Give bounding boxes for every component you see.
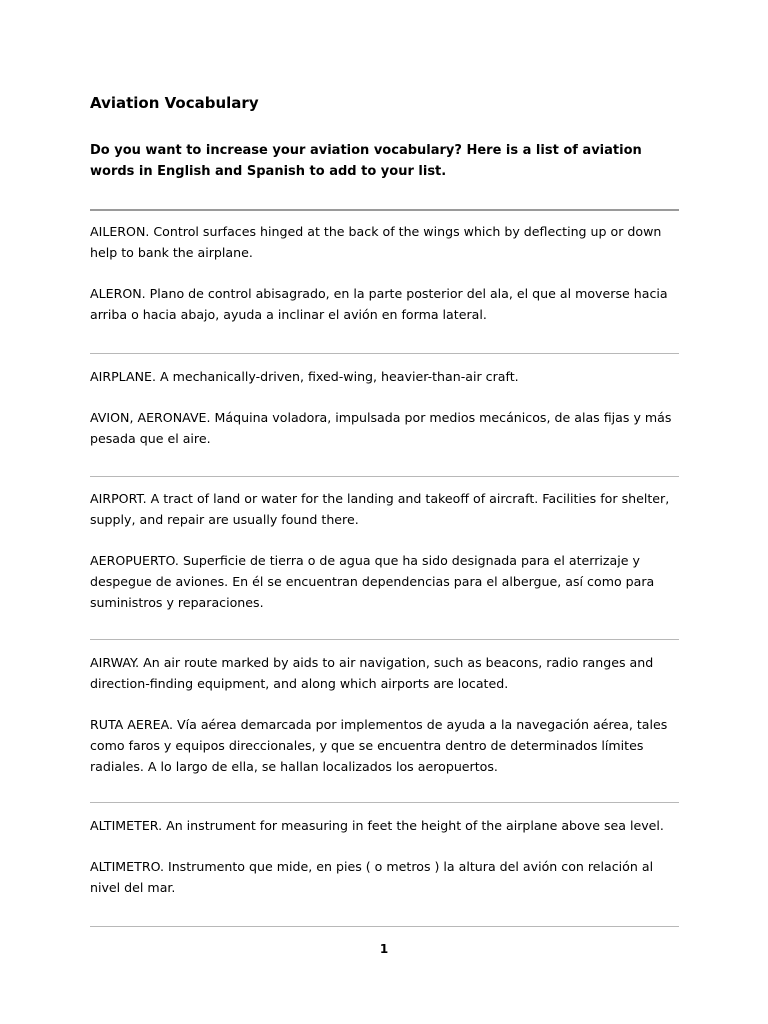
page-number: 1 <box>379 942 389 956</box>
entry-english-definition: AIRPORT. A tract of land or water for the landing and takeoff of aircraft. Facilities for shelter, supply, and repair are usually found there. <box>90 491 670 527</box>
entry-spanish-definition: AEROPUERTO. Superficie de tierra o de agua que ha sido designada para el aterrizaje y despegue de aviones. En él se encuentran dependencias para el albergue, así como para suministros y reparaciones. <box>90 553 655 610</box>
intro-paragraph: Do you want to increase your aviation vocabulary? Here is a list of aviation words in English and Spanish to add to your list. <box>90 143 642 179</box>
vocabulary-entry-airplane <box>90 366 680 449</box>
entry-spanish-definition: RUTA AEREA. Vía aérea demarcada por implementos de ayuda a la navegación aérea, tales como faros y equipos direccionales, y que se encuentra dentro de determinados límites radiales. A lo largo de ella, se hallan localizados los aeropuertos. <box>90 717 668 774</box>
entry-divider <box>90 926 679 927</box>
page-title: Aviation Vocabulary <box>90 94 259 112</box>
entry-divider <box>90 639 679 640</box>
entry-english-definition: AILERON. Control surfaces hinged at the back of the wings which by deflecting up or down help to bank the airplane. <box>90 224 662 260</box>
entry-divider <box>90 353 679 354</box>
entry-divider <box>90 476 679 477</box>
entry-divider <box>90 802 679 803</box>
vocabulary-entry-airway <box>90 652 680 777</box>
entry-spanish-definition: ALTIMETRO. Instrumento que mide, en pies ( o metros ) la altura del avión con relación al nivel del mar. <box>90 859 654 895</box>
entry-english-definition: AIRPLANE. A mechanically-driven, fixed-wing, heavier-than-air craft. <box>90 369 519 384</box>
vocabulary-entry-altimeter <box>90 815 680 898</box>
entry-spanish-definition: AVION, AERONAVE. Máquina voladora, impulsada por medios mecánicos, de alas fijas y más pesada que el aire. <box>90 410 672 446</box>
entry-english-definition: AIRWAY. An air route marked by aids to air navigation, such as beacons, radio ranges and direction-finding equipment, and along which airports are located. <box>90 655 654 691</box>
entry-spanish-definition: ALERON. Plano de control abisagrado, en la parte posterior del ala, el que al moverse hacia arriba o hacia abajo, ayuda a inclinar el avión en forma lateral. <box>90 286 668 322</box>
vocabulary-entry-airport <box>90 488 680 613</box>
vocabulary-entry-aileron <box>90 221 680 325</box>
section-divider <box>90 209 679 211</box>
entry-english-definition: ALTIMETER. An instrument for measuring in feet the height of the airplane above sea level. <box>90 818 664 833</box>
